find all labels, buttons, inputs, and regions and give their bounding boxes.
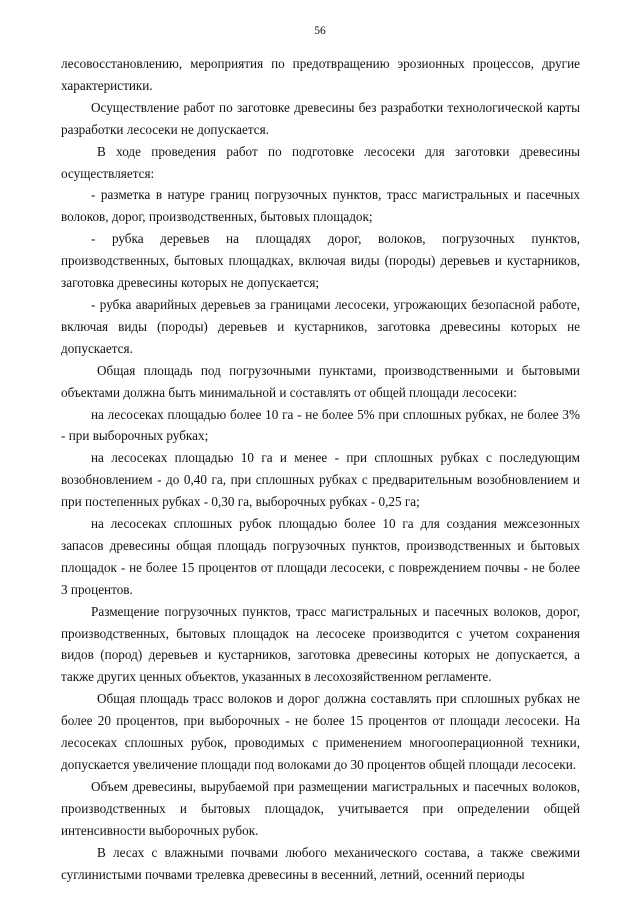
paragraph: Общая площадь под погрузочными пунктами, производственными и бытовыми объектами должна быть минимальной и составлять от общей площади лесосеки: <box>61 362 580 400</box>
list-item: на лесосеках площадью более 10 га - не более 5% при сплошных рубках, не более 3% - при выборочных рубках; <box>61 406 580 444</box>
list-item: на лесосеках площадью 10 га и менее - при сплошных рубках с последующим возобновлением - до 0,40 га, при сплошных рубках с предварительным возобновлением и при постепенных рубках - 0,30 га, выборочных рубках - 0,25 га; <box>61 450 580 510</box>
paragraph-continuation: лесовосстановлению, мероприятия по предотвращению эрозионных процессов, другие характеристики. <box>61 56 580 93</box>
paragraph: В ходе проведения работ по подготовке лесосеки для заготовки древесины осуществляется: <box>61 143 580 181</box>
list-item: на лесосеках сплошных рубок площадью более 10 га для создания межсезонных запасов древесины общая площадь погрузочных пунктов, производственных и бытовых площадок - не более 15 процентов от площади лесосеки, с повреждением почвы - не более 3 процентов. <box>61 516 580 597</box>
paragraph: Объем древесины, вырубаемой при размещении магистральных и пасечных волоков, производственных и бытовых площадок, учитывается при определении общей интенсивности выборочных рубок. <box>61 778 580 838</box>
paragraph: Размещение погрузочных пунктов, трасс магистральных и пасечных волоков, дорог, производственных, бытовых площадок на лесосеке производится с учетом сохранения видов (пород) деревьев и кустарников, заготовка древесины которых не допускается, а также других ценных объектов, указанных в лесохозяйственном регламенте. <box>61 603 580 685</box>
document-body <box>61 53 580 885</box>
paragraph: В лесах с влажными почвами любого механического состава, а также свежими суглинистыми почвами трелевка древесины в весенний, летний, осенний периоды <box>61 844 580 882</box>
paragraph: Осуществление работ по заготовке древесины без разработки технологической карты разработки лесосеки не допускается. <box>61 99 580 137</box>
list-item: - рубка деревьев на площадях дорог, волоков, погрузочных пунктов, производственных, бытовых площадках, включая виды (породы) деревьев и кустарников, заготовка древесины которых не допускается; <box>61 231 580 291</box>
page-number: 56 <box>314 25 326 37</box>
paragraph: Общая площадь трасс волоков и дорог должна составлять при сплошных рубках не более 20 процентов, при выборочных - не более 15 процентов от площади лесосеки. На лесосеках сплошных рубок, проводимых с применением многооперационной техники, допускается увеличение площади под волоками до 30 процентов общей площади лесосеки. <box>61 691 580 772</box>
list-item: - рубка аварийных деревьев за границами лесосеки, угрожающих безопасной работе, включая виды (породы) деревьев и кустарников, заготовка древесины которых не допускается. <box>61 296 580 356</box>
list-item: - разметка в натуре границ погрузочных пунктов, трасс магистральных и пасечных волоков, дорог, производственных, бытовых площадок; <box>61 187 580 225</box>
